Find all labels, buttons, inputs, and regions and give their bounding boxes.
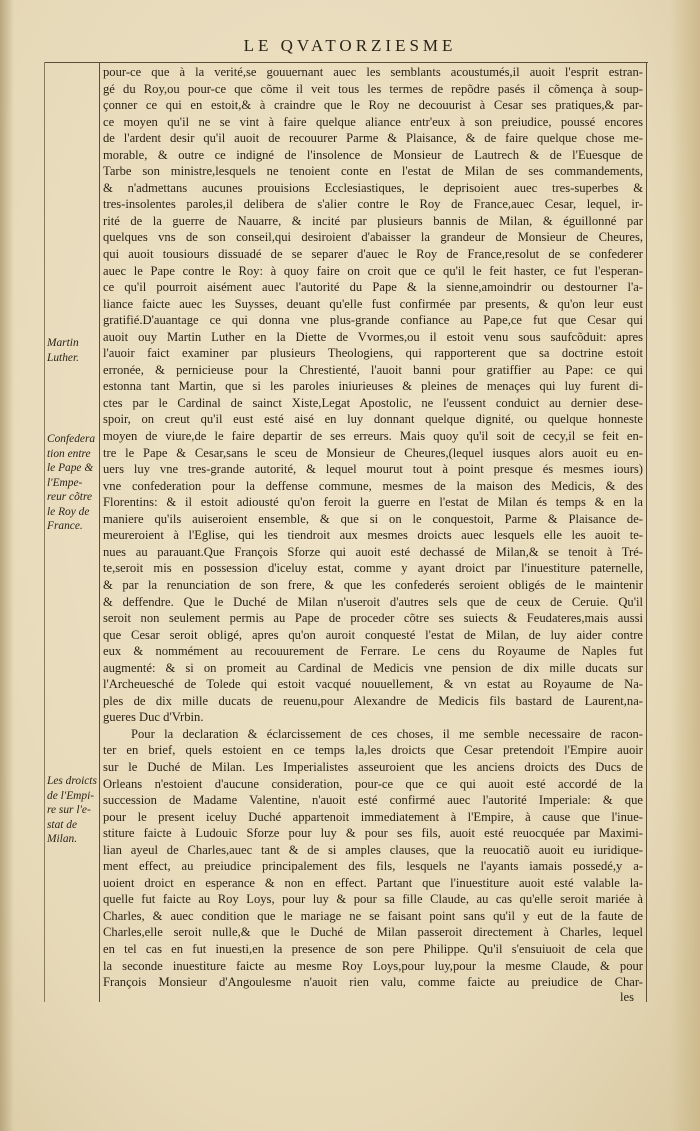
- text-line: Orleans n'estoient d'aucune consideration, pour-ce que ce qui auoit esté accordé de la: [103, 776, 643, 791]
- text-line: gratifié.D'auantage ce qui donna vne plus-grande confiance au Pape,ce fut que Cesar qui: [103, 313, 643, 328]
- text-line: eux & nommément au recouurement de Ferrare. Le cens du Royaume de Naples fut: [103, 644, 643, 659]
- text-line: la seconde inuestiture faicte au mesme Roy Loys,pour luy,pour la mesme Claude, & pour: [103, 958, 643, 973]
- marginal-line: France.: [47, 520, 83, 532]
- text-line: auec le Pape contre le Roy: à quoy faire on croit que ce qu'il le feit haster, ce fut l'esperan-: [103, 263, 643, 278]
- body-text: [103, 64, 643, 991]
- text-line: ment effect, au preiudice principalement des fils, lesquels ne l'ayants iamais possedé,y a-: [103, 859, 643, 874]
- text-line: te,seroit mis en possession d'iceluy estat, comme y ayant droict par l'inuestiture paternelle,: [103, 561, 643, 576]
- text-line: gueres Duc d'Vrbin.: [103, 710, 204, 725]
- marginal-line: Les droicts: [47, 775, 97, 787]
- text-line: tres-insolentes paroles,il delibera de s'alier contre le Roy de France,auec Cesar, lequel, ir-: [103, 197, 643, 212]
- text-line: Charles, & auec condition que le mariage ne se faisant point sans qu'il y eut de la faute de: [103, 908, 643, 923]
- text-line: ce moyen qu'il ne se vint à faire quelque aliance entr'eux à son preiudice, poussé encores: [103, 114, 643, 129]
- right-rule: [646, 62, 647, 1002]
- margin-outer-rule: [44, 62, 45, 1002]
- marginal-line: Martin: [47, 337, 79, 349]
- text-line: ter en brief, quels estoient en ce temps la,les droicts que Cesar pretendoit l'Empire auoir: [103, 743, 643, 758]
- text-line: estonna tant Martin, que si les paroles iniurieuses & pleines de menaçes qui luy furent di-: [103, 379, 643, 394]
- text-line: stiture faicte à Ludouic Sforze pour luy & pour ses fils, auoit esté reuocquée par Maximi-: [103, 826, 643, 841]
- marginal-line: Luther.: [47, 351, 79, 364]
- text-line: qui auoit tousiours dissuadé de se separer d'auec le Roy de France,resolut de se confederer: [103, 247, 643, 262]
- text-line: vne confederation pour la deffense commune, mesmes de la maison des Medicis, & des: [103, 478, 643, 493]
- marginal-line: reur cõtre: [47, 491, 93, 503]
- text-line: & par la renunciation de son frere, & que les confederés seroient obligés de le maintenir: [103, 577, 643, 592]
- text-line: Florentins: & il estoit adiousté qu'on feroit la guerre en l'estat de Milan és temps & en la: [103, 495, 643, 510]
- marginal-note-confederation: [47, 432, 99, 534]
- marginal-line: le Pape &: [47, 462, 94, 474]
- text-line: auoit ouy Martin Luther en la Diette de Vvormes,ou il estoit venu sous saufcõduit: apres: [103, 329, 643, 344]
- marginal-note-martin-luther: [47, 336, 99, 365]
- marginal-line: Confedera: [47, 433, 96, 445]
- text-line: seroit non seulement permis au Pape de proceder cõtre ses suiects & Feudateres,mais aussi: [103, 611, 643, 626]
- text-line: nues au parauant.Que François Sforze qui auoit esté dechassé de Milan,& se tenoit à Tré-: [103, 544, 643, 559]
- margin-inner-rule: [99, 62, 100, 1002]
- text-line: gé du Roy,ou pour-ce que cõme il veit tous les termes de repõdre pasés il cõmença à soup-: [103, 81, 643, 96]
- text-line: erronée, & pernicieuse pour la Chrestienté, l'auoit banni pour gratiffier au Pape: ce qui: [103, 362, 643, 377]
- marginal-line: re sur l'e-: [47, 804, 91, 816]
- text-line: liance faicte auec les Suysses, deuant qu'elle fust confirmée par presents, & qu'on leur eust: [103, 296, 643, 311]
- marginal-line: tion entre: [47, 447, 91, 460]
- text-line: que Cesar seroit obligé, apres qu'on auroit conquesté l'estat de Milan, de luy aider contre: [103, 627, 643, 642]
- text-line: çonner ce qui en estoit,& à craindre que le Roy ne decouurist à Cesar ses pratiques,& par-: [103, 98, 643, 113]
- text-line: lian ayeul de Charles,auec tant & de si amples clauses, que la reuocatiõ auoit eu iuridique-: [103, 842, 643, 857]
- marginal-note-imperial-rights: [47, 774, 99, 847]
- text-line: ctes par le Cardinal de sainct Xiste,Legat Apostolic, ne l'eussent conduict au dernier dese-: [103, 395, 643, 410]
- text-line: pour-ce que à la verité,se gouuernant auec les semblants acoustumés,il auoit l'esprit estran-: [103, 65, 643, 79]
- marginal-line: stat de: [47, 818, 78, 831]
- text-line: tre le Pape & Cesar,sans le sceu de Monsieur de Cheures,(lequel iusques alors auoit eu en-: [103, 445, 643, 460]
- text-line: maniere qu'ils auiseroient ensemble, & que si on le conquestoit, Parme & Plaisance de-: [103, 511, 643, 526]
- text-line: ples de dix mille ducats de reuenu,pour Alexandre de Medicis fils bastard de Laurent,na-: [103, 693, 643, 708]
- text-line: uers luy vne tres-grande autorité, & lequel mourut tout à point presque és mesmes iours): [103, 462, 643, 477]
- text-line: François Monsieur d'Angoulesme n'auoit rien valu, comme faicte au preiudice de Char-: [103, 975, 643, 990]
- text-line: & n'admettans aucunes prouisions Ecclesiastiques, le deprisoient auec tres-superbes &: [103, 180, 643, 195]
- text-line: uoient droict en esperance & non en effect. Partant que l'inuestiture auoit esté valable la-: [103, 875, 643, 890]
- text-line: moyen de viure,de le faire departir de ses erreurs. Mais quoy qu'il soit de cecy,il se feit en-: [103, 429, 643, 444]
- text-line: Tarbe son ministre,lesquels ne tenoient conte en l'estat de Milan de ses commandements,: [103, 164, 643, 179]
- text-line: & deffendre. Que le Duché de Milan n'useroit d'autres sels que de ceux de Ceruie. Qu'il: [103, 594, 643, 609]
- top-rule: [44, 62, 648, 63]
- text-line: meureroient à l'Eglise, qui les tiendroit aux mesmes droicts auec lesquels elle les auoit te-: [103, 528, 643, 543]
- catchword: les: [620, 990, 634, 1004]
- marginal-line: l'Empe-: [47, 476, 83, 489]
- text-line: en tel cas en fut inuesti,en la presence de son pere Philippe. Qu'il s'ensuiuoit de cela que: [103, 941, 643, 956]
- text-line: pour le present iceluy Duché appartenoit immediatement à l'Empire, à cause que l'inue-: [103, 809, 643, 824]
- text-line: Charles,elle seroit nulle,& que le Duché de Milan passeroit directement à Charles, lequel: [103, 925, 643, 940]
- text-line: succession de Madame Valentine, n'auoit esté confirmé auec l'autorité Imperiale: & que: [103, 793, 643, 808]
- text-line: rité de la guerre de Nauarre, & incité par plusieurs bannis de Milan, & éguillonné par: [103, 213, 643, 228]
- text-line: ce qu'il pourroit aisément auec l'autorité du Pape & la sienne,amoindrir ou destourner l'a-: [103, 280, 643, 295]
- text-line: spoir, on creut qu'il eust esté aisé en luy donnant quelque dignité, ou quelque honneste: [103, 412, 643, 427]
- marginal-line: de l'Empi-: [47, 789, 95, 802]
- text-line: sur le Duché de Milan. Les Imperialistes asseuroient que les anciens droicts des Ducs de: [103, 759, 643, 774]
- running-head: LE QVATORZIESME: [243, 36, 457, 55]
- text-line: l'auoir faict examiner par plusieurs Theologiens, qui rapporterent que sa doctrine estoit: [103, 346, 643, 361]
- text-line: augmenté: & si on promeit au Cardinal de Medicis vne pension de dix mille ducats sur: [103, 660, 643, 675]
- page-edge-shading: [670, 0, 700, 1131]
- text-line: quelques vns de son conseil,qui desiroient d'abaisser la grandeur de Monsieur de Cheures,: [103, 230, 643, 245]
- marginal-line: Milan.: [47, 833, 78, 845]
- text-line: l'Archeuesché de Tolede qui estoit vacqué nouuellement, & vn estat au Royaume de Na-: [103, 677, 643, 692]
- gutter-shadow: [0, 0, 14, 1131]
- text-line: quelle fut faicte au Roy Loys, pour luy & pour sa fille Claude, au cas qu'elle seroit mariée à: [103, 892, 643, 907]
- marginal-line: le Roy de: [47, 505, 90, 518]
- text-line: de l'ardent desir qu'il auoit de recouurer Parme & Plaisance, & de faire quelque chose me-: [103, 131, 643, 146]
- text-line: morable, & outre ce indigné de l'insolence de Monsieur de Lautrech & de l'Euesque de: [103, 147, 643, 162]
- text-line: Pour la declaration & éclarcissement de ces choses, il me semble necessaire de racon-: [131, 726, 643, 741]
